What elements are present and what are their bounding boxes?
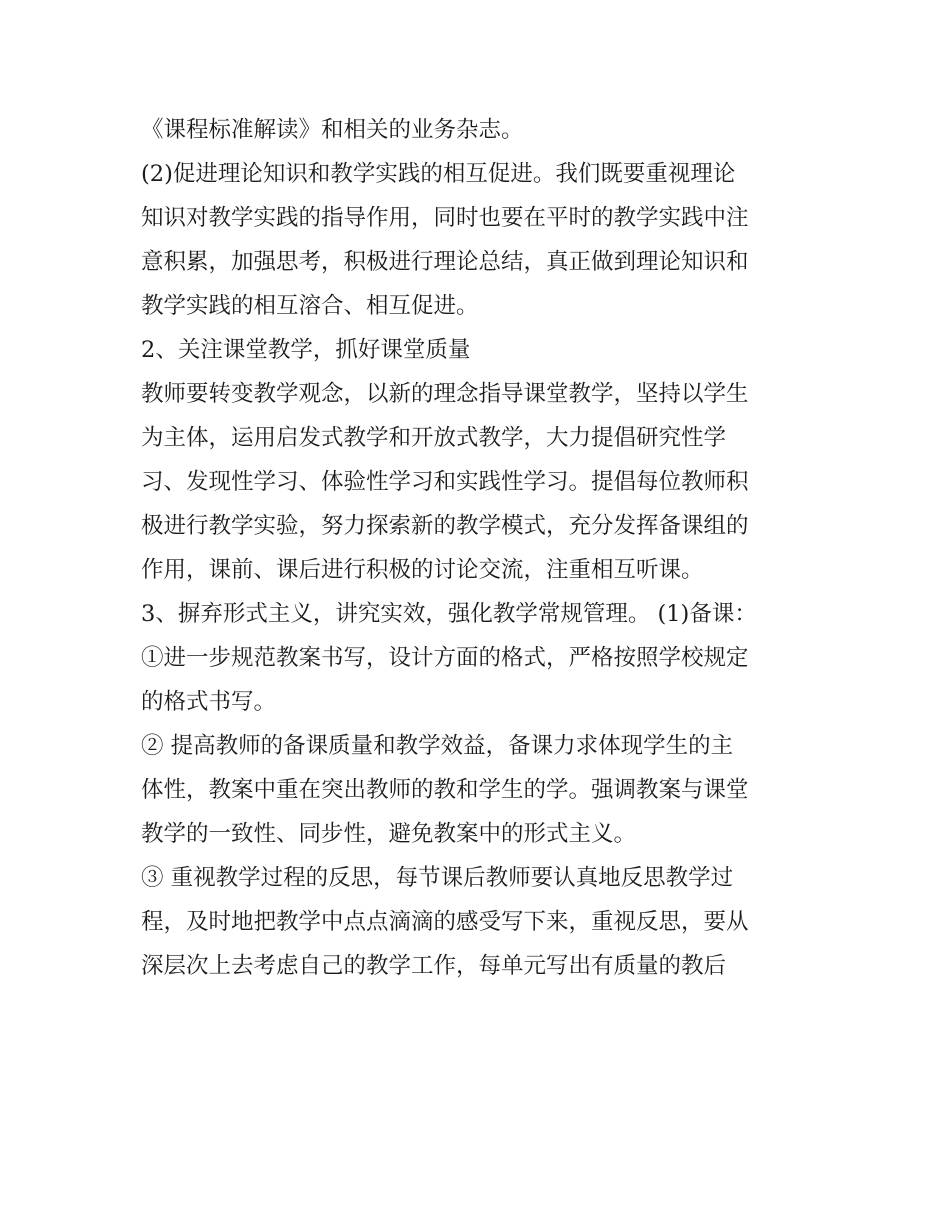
- text-line: ①进一步规范教案书写，设计方面的格式，严格按照学校规定: [141, 645, 749, 671]
- text-line: 教学的一致性、同步性，避免教案中的形式主义。: [141, 821, 637, 847]
- body-text: [141, 108, 821, 988]
- text-line: 《课程标准解读》和相关的业务杂志。: [141, 117, 524, 143]
- text-line: 意积累，加强思考，积极进行理论总结，真正做到理论知识和: [141, 249, 749, 275]
- section-heading: 2、关注课堂教学，抓好课堂质量: [141, 337, 471, 363]
- text-line: 教学实践的相互溶合、相互促进。: [141, 293, 479, 319]
- text-line: 知识对教学实践的指导作用，同时也要在平时的教学实践中注: [141, 205, 749, 231]
- text-line: 体性，教案中重在突出教师的教和学生的学。强调教案与课堂: [141, 777, 749, 803]
- text-line: ② 提高教师的备课质量和教学效益，备课力求体现学生的主: [141, 733, 734, 759]
- text-line: 深层次上去考虑自己的教学工作，每单元写出有质量的教后: [141, 953, 727, 979]
- text-line: 的格式书写。: [141, 689, 277, 715]
- text-line: 为主体，运用启发式教学和开放式教学，大力提倡研究性学: [141, 425, 727, 451]
- text-line: 教师要转变教学观念，以新的理念指导课堂教学，坚持以学生: [141, 381, 749, 407]
- text-line: ③ 重视教学过程的反思，每节课后教师要认真地反思教学过: [141, 865, 734, 891]
- text-line: 程，及时地把教学中点点滴滴的感受写下来，重视反思，要从: [141, 909, 749, 935]
- text-line: 作用，课前、课后进行积极的讨论交流，注重相互听课。: [141, 557, 704, 583]
- text-line: 极进行教学实验，努力探索新的教学模式，充分发挥备课组的: [141, 513, 749, 539]
- text-line: 习、发现性学习、体验性学习和实践性学习。提倡每位教师积: [141, 469, 749, 495]
- section-heading: 3、摒弃形式主义，讲究实效，强化教学常规管理。 (1)备课：: [141, 601, 757, 627]
- text-line: (2)促进理论知识和教学实践的相互促进。我们既要重视理论: [141, 161, 736, 187]
